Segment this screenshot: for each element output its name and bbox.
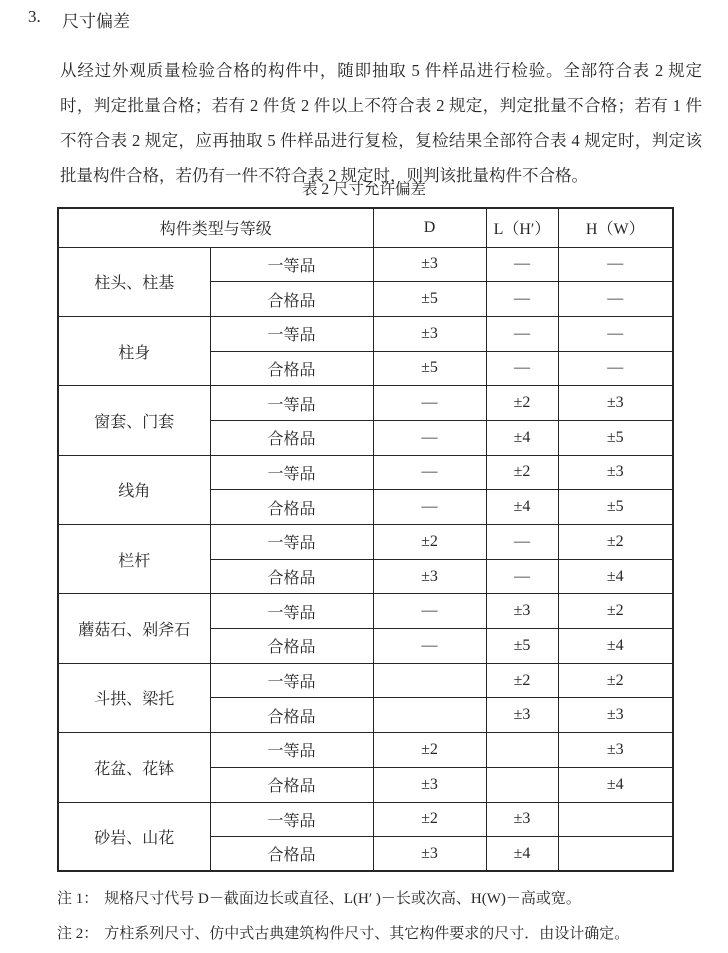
h-value-cell: —	[558, 247, 673, 282]
d-value-cell: ±3	[373, 247, 486, 282]
header-cell-l: L（H′）	[486, 208, 558, 247]
table-header-row	[58, 208, 673, 247]
table-row	[58, 802, 673, 837]
l-value-cell: ±4	[486, 490, 558, 525]
component-type-cell: 斗拱、梁托	[58, 663, 210, 732]
table-row	[58, 247, 673, 282]
h-value-cell: ±2	[558, 525, 673, 560]
table-body	[58, 247, 673, 871]
section-number: 3.	[28, 7, 41, 26]
h-value-cell: ±3	[558, 733, 673, 768]
table-row	[58, 386, 673, 421]
grade-cell: 合格品	[210, 559, 373, 594]
d-value-cell	[373, 663, 486, 698]
h-value-cell: ±3	[558, 386, 673, 421]
grade-cell: 合格品	[210, 837, 373, 872]
note-line-1	[57, 882, 707, 917]
h-value-cell: ±5	[558, 420, 673, 455]
grade-cell: 一等品	[210, 455, 373, 490]
table-row	[58, 733, 673, 768]
l-value-cell	[486, 733, 558, 768]
note-1-text: 规格尺寸代号 D－截面边长或直径、L(H′ )－长或次高、H(W)－高或宽。	[104, 891, 581, 907]
h-value-cell: ±4	[558, 559, 673, 594]
grade-cell: 一等品	[210, 802, 373, 837]
d-value-cell: ±5	[373, 282, 486, 317]
h-value-cell: ±3	[558, 455, 673, 490]
l-value-cell: ±4	[486, 837, 558, 872]
grade-cell: 一等品	[210, 663, 373, 698]
l-value-cell	[486, 767, 558, 802]
d-value-cell	[373, 698, 486, 733]
l-value-cell: —	[486, 525, 558, 560]
d-value-cell: —	[373, 386, 486, 421]
table-row	[58, 525, 673, 560]
d-value-cell: —	[373, 455, 486, 490]
d-value-cell: ±3	[373, 837, 486, 872]
header-cell-type-grade: 构件类型与等级	[58, 208, 373, 247]
header-cell-h: H（W）	[558, 208, 673, 247]
h-value-cell	[558, 837, 673, 872]
l-value-cell: ±3	[486, 594, 558, 629]
d-value-cell: ±3	[373, 559, 486, 594]
l-value-cell: ±2	[486, 386, 558, 421]
d-value-cell: —	[373, 594, 486, 629]
l-value-cell: ±5	[486, 629, 558, 664]
l-value-cell: —	[486, 316, 558, 351]
h-value-cell: ±2	[558, 663, 673, 698]
d-value-cell: ±2	[373, 802, 486, 837]
component-type-cell: 花盆、花钵	[58, 733, 210, 802]
grade-cell: 合格品	[210, 282, 373, 317]
component-type-cell: 柱身	[58, 316, 210, 385]
grade-cell: 合格品	[210, 490, 373, 525]
table-caption: 表 2 尺寸允许偏差	[301, 181, 426, 198]
d-value-cell: ±3	[373, 316, 486, 351]
d-value-cell: —	[373, 629, 486, 664]
d-value-cell: ±5	[373, 351, 486, 386]
l-value-cell: ±3	[486, 698, 558, 733]
l-value-cell: ±2	[486, 455, 558, 490]
component-type-cell: 蘑菇石、剁斧石	[58, 594, 210, 663]
h-value-cell: —	[558, 351, 673, 386]
grade-cell: 一等品	[210, 247, 373, 282]
grade-cell: 一等品	[210, 316, 373, 351]
h-value-cell: ±2	[558, 594, 673, 629]
component-type-cell: 窗套、门套	[58, 386, 210, 455]
note-1-label: 注 1：	[57, 891, 99, 907]
h-value-cell	[558, 802, 673, 837]
d-value-cell: ±2	[373, 525, 486, 560]
body-paragraph: 从经过外观质量检验合格的构件中，随即抽取 5 件样品进行检验。全部符合表 2 规定时，判定批量合格；若有 2 件货 2 件以上不符合表 2 规定，判定批量不合格；若有 1 件不符合表 2 规定，应再抽取 5 件样品进行复检，复检结果全部符合表 4 规定时，判定该批量构件合格，若仍有一件不符合表 2 规定时，则判该批量构件不合格。	[60, 60, 702, 185]
grade-cell: 一等品	[210, 386, 373, 421]
section-title: 尺寸偏差	[62, 12, 130, 31]
note-2-label: 注 2：	[57, 926, 99, 942]
h-value-cell: —	[558, 316, 673, 351]
header-cell-d: D	[373, 208, 486, 247]
component-type-cell: 柱头、柱基	[58, 247, 210, 316]
h-value-cell: ±4	[558, 767, 673, 802]
l-value-cell: ±3	[486, 802, 558, 837]
h-value-cell: ±4	[558, 629, 673, 664]
tolerance-table	[57, 207, 674, 872]
l-value-cell: ±2	[486, 663, 558, 698]
table-row	[58, 594, 673, 629]
grade-cell: 合格品	[210, 767, 373, 802]
l-value-cell: ±4	[486, 420, 558, 455]
grade-cell: 一等品	[210, 733, 373, 768]
h-value-cell: ±5	[558, 490, 673, 525]
l-value-cell: —	[486, 247, 558, 282]
h-value-cell: —	[558, 282, 673, 317]
note-line-2	[57, 917, 707, 952]
section-heading	[28, 7, 130, 32]
table-row	[58, 455, 673, 490]
component-type-cell: 线角	[58, 455, 210, 524]
d-value-cell: ±3	[373, 767, 486, 802]
grade-cell: 合格品	[210, 698, 373, 733]
h-value-cell: ±3	[558, 698, 673, 733]
note-2-text: 方柱系列尺寸、仿中式古典建筑构件尺寸、其它构件要求的尺寸．由设计确定。	[104, 926, 630, 942]
grade-cell: 一等品	[210, 525, 373, 560]
grade-cell: 一等品	[210, 594, 373, 629]
d-value-cell: —	[373, 420, 486, 455]
d-value-cell: —	[373, 490, 486, 525]
table-row	[58, 663, 673, 698]
grade-cell: 合格品	[210, 629, 373, 664]
l-value-cell: —	[486, 282, 558, 317]
component-type-cell: 砂岩、山花	[58, 802, 210, 871]
l-value-cell: —	[486, 559, 558, 594]
table-notes	[57, 882, 707, 952]
component-type-cell: 栏杆	[58, 525, 210, 594]
grade-cell: 合格品	[210, 351, 373, 386]
d-value-cell: ±2	[373, 733, 486, 768]
grade-cell: 合格品	[210, 420, 373, 455]
table-row	[58, 316, 673, 351]
l-value-cell: —	[486, 351, 558, 386]
